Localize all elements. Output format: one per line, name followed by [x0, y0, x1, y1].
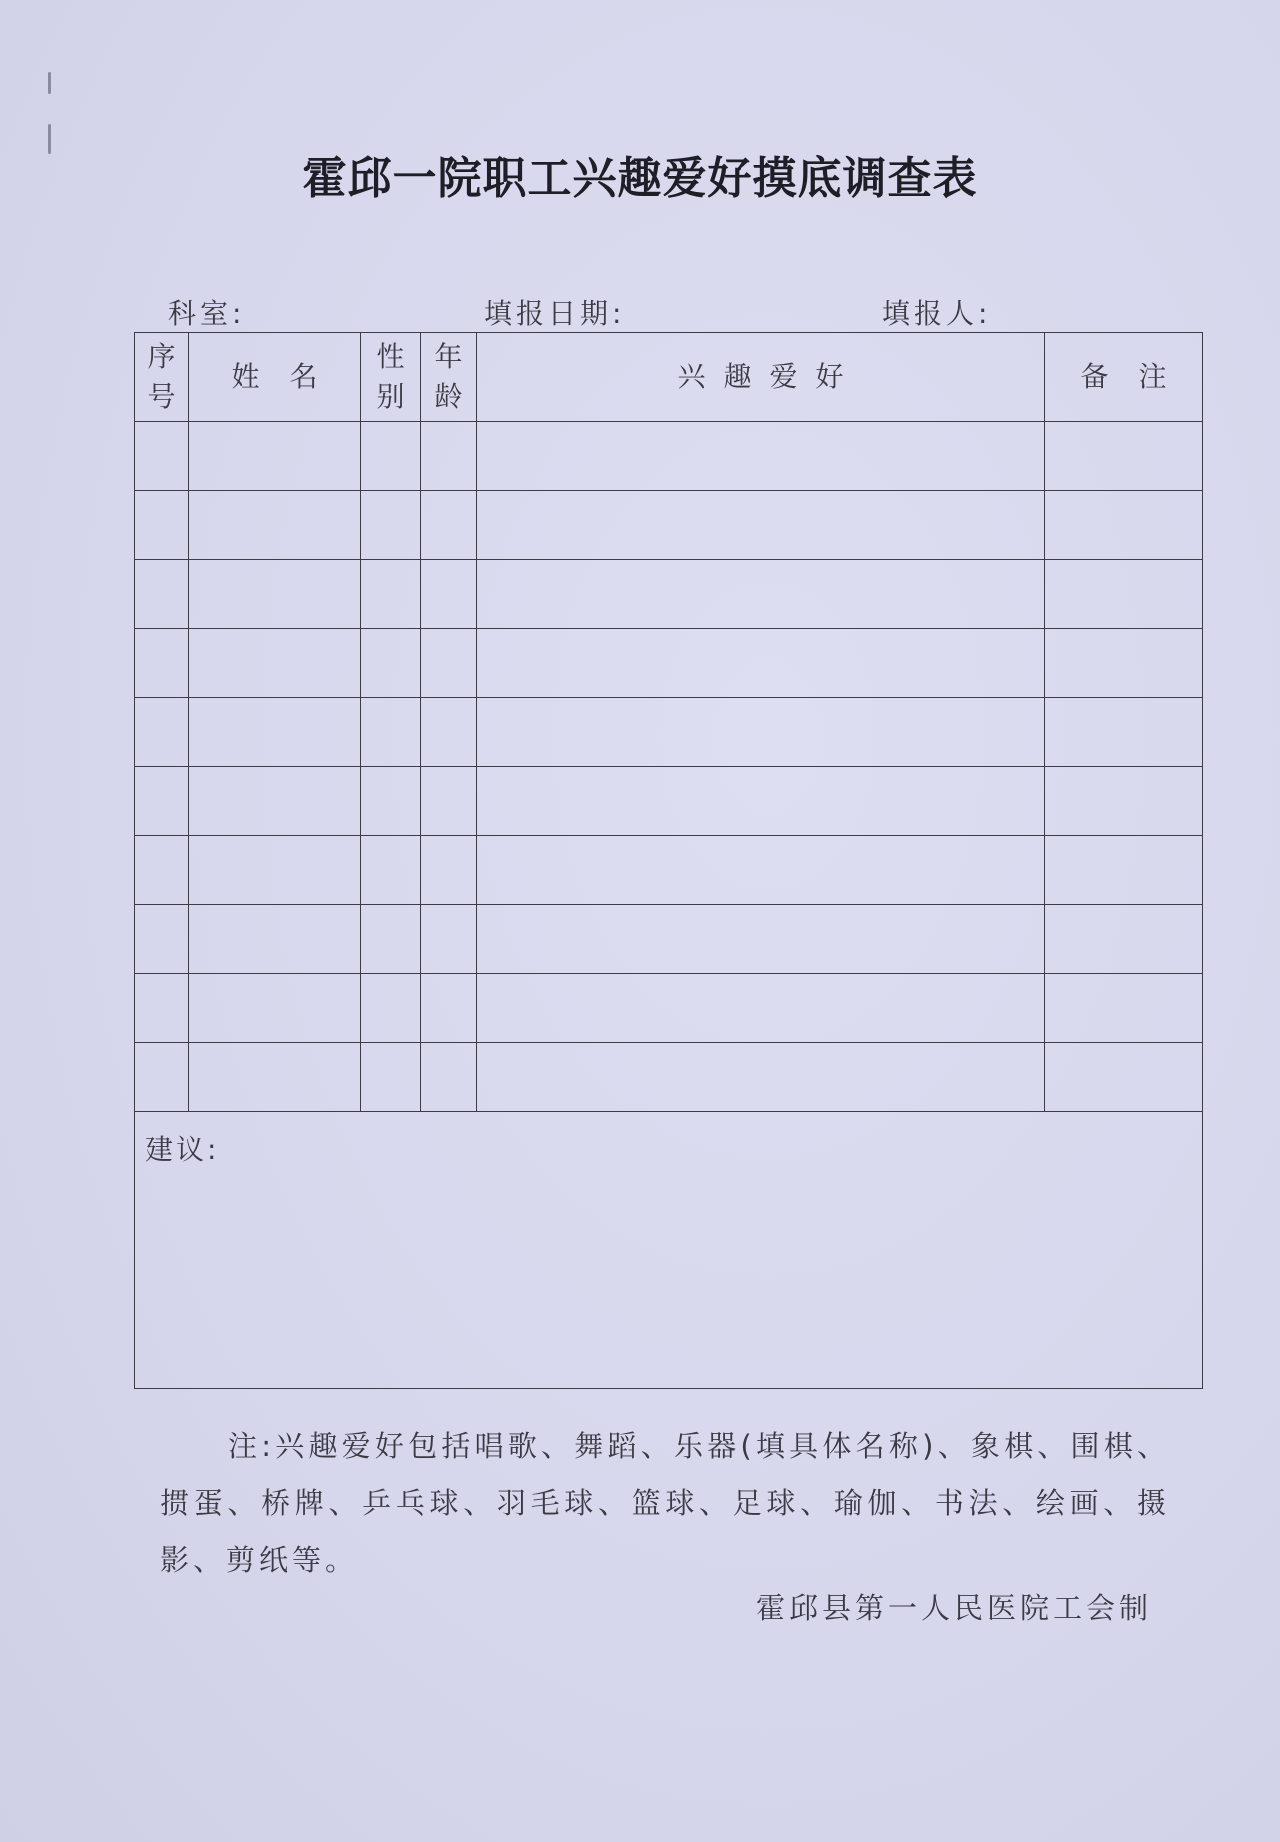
table-row: [135, 974, 1203, 1043]
hobby-cell[interactable]: [477, 1043, 1045, 1112]
filler-label: 填报人:: [882, 297, 992, 330]
issuer-signature: 霍邱县第一人民医院工会制: [755, 1591, 1152, 1625]
remark-cell[interactable]: [1045, 836, 1203, 905]
table-row: [135, 1043, 1203, 1112]
suggestion-label: 建议:: [145, 1133, 220, 1166]
age-cell[interactable]: [421, 767, 477, 836]
name-cell[interactable]: [189, 491, 361, 560]
name-cell[interactable]: [189, 422, 361, 491]
name-cell[interactable]: [189, 698, 361, 767]
name-cell[interactable]: [189, 1043, 361, 1112]
seq-cell[interactable]: [135, 491, 189, 560]
seq-cell[interactable]: [135, 974, 189, 1043]
hobby-cell[interactable]: [477, 629, 1045, 698]
table-row: [135, 491, 1203, 560]
gender-cell[interactable]: [361, 629, 421, 698]
remark-cell[interactable]: [1045, 629, 1203, 698]
suggestion-row: [135, 1112, 1203, 1389]
header-row: [135, 333, 1203, 422]
remark-cell[interactable]: [1045, 1043, 1203, 1112]
gender-cell[interactable]: [361, 560, 421, 629]
name-cell[interactable]: [189, 974, 361, 1043]
gender-cell[interactable]: [361, 974, 421, 1043]
hobby-note: 注:兴趣爱好包括唱歌、舞蹈、乐器(填具体名称)、象棋、围棋、掼蛋、桥牌、乒乓球、羽毛球、篮球、足球、瑜伽、书法、绘画、摄影、剪纸等。: [160, 1429, 1170, 1577]
remark-cell[interactable]: [1045, 974, 1203, 1043]
table-row: [135, 560, 1203, 629]
gender-cell[interactable]: [361, 905, 421, 974]
seq-cell[interactable]: [135, 629, 189, 698]
table-row: [135, 767, 1203, 836]
gender-cell[interactable]: [361, 491, 421, 560]
header-name: 姓名: [189, 333, 361, 422]
remark-cell[interactable]: [1045, 767, 1203, 836]
gender-cell[interactable]: [361, 698, 421, 767]
table-row: [135, 905, 1203, 974]
header-seq: 序号: [135, 333, 189, 422]
hobby-cell[interactable]: [477, 836, 1045, 905]
department-label: 科室:: [168, 297, 246, 330]
table-row: [135, 836, 1203, 905]
header-remark: 备注: [1045, 333, 1203, 422]
age-cell[interactable]: [421, 698, 477, 767]
gender-cell[interactable]: [361, 1043, 421, 1112]
gender-cell[interactable]: [361, 767, 421, 836]
age-cell[interactable]: [421, 560, 477, 629]
age-cell[interactable]: [421, 491, 477, 560]
staple-mark: [48, 72, 51, 94]
hobby-cell[interactable]: [477, 905, 1045, 974]
table-row: [135, 698, 1203, 767]
seq-cell[interactable]: [135, 1043, 189, 1112]
age-cell[interactable]: [421, 1043, 477, 1112]
suggestion-cell[interactable]: [135, 1112, 1203, 1389]
age-cell[interactable]: [421, 836, 477, 905]
document-title: 霍邱一院职工兴趣爱好摸底调查表: [302, 153, 978, 204]
table-row: [135, 629, 1203, 698]
seq-cell[interactable]: [135, 422, 189, 491]
age-cell[interactable]: [421, 422, 477, 491]
gender-cell[interactable]: [361, 422, 421, 491]
seq-cell[interactable]: [135, 905, 189, 974]
name-cell[interactable]: [189, 836, 361, 905]
age-cell[interactable]: [421, 905, 477, 974]
name-cell[interactable]: [189, 560, 361, 629]
age-cell[interactable]: [421, 974, 477, 1043]
hobby-cell[interactable]: [477, 767, 1045, 836]
remark-cell[interactable]: [1045, 560, 1203, 629]
header-age: 年龄: [421, 333, 477, 422]
name-cell[interactable]: [189, 767, 361, 836]
header-hobby: 兴趣爱好: [477, 333, 1045, 422]
table-row: [135, 422, 1203, 491]
age-cell[interactable]: [421, 629, 477, 698]
name-cell[interactable]: [189, 629, 361, 698]
gender-cell[interactable]: [361, 836, 421, 905]
seq-cell[interactable]: [135, 560, 189, 629]
seq-cell[interactable]: [135, 767, 189, 836]
hobby-cell[interactable]: [477, 698, 1045, 767]
hobby-cell[interactable]: [477, 491, 1045, 560]
remark-cell[interactable]: [1045, 698, 1203, 767]
seq-cell[interactable]: [135, 698, 189, 767]
hobby-cell[interactable]: [477, 422, 1045, 491]
header-gender: 性别: [361, 333, 421, 422]
fill-date-label: 填报日期:: [484, 297, 626, 330]
hobby-cell[interactable]: [477, 974, 1045, 1043]
seq-cell[interactable]: [135, 836, 189, 905]
name-cell[interactable]: [189, 905, 361, 974]
remark-cell[interactable]: [1045, 491, 1203, 560]
remark-cell[interactable]: [1045, 422, 1203, 491]
remark-cell[interactable]: [1045, 905, 1203, 974]
hobby-cell[interactable]: [477, 560, 1045, 629]
survey-table: [134, 332, 1203, 1389]
